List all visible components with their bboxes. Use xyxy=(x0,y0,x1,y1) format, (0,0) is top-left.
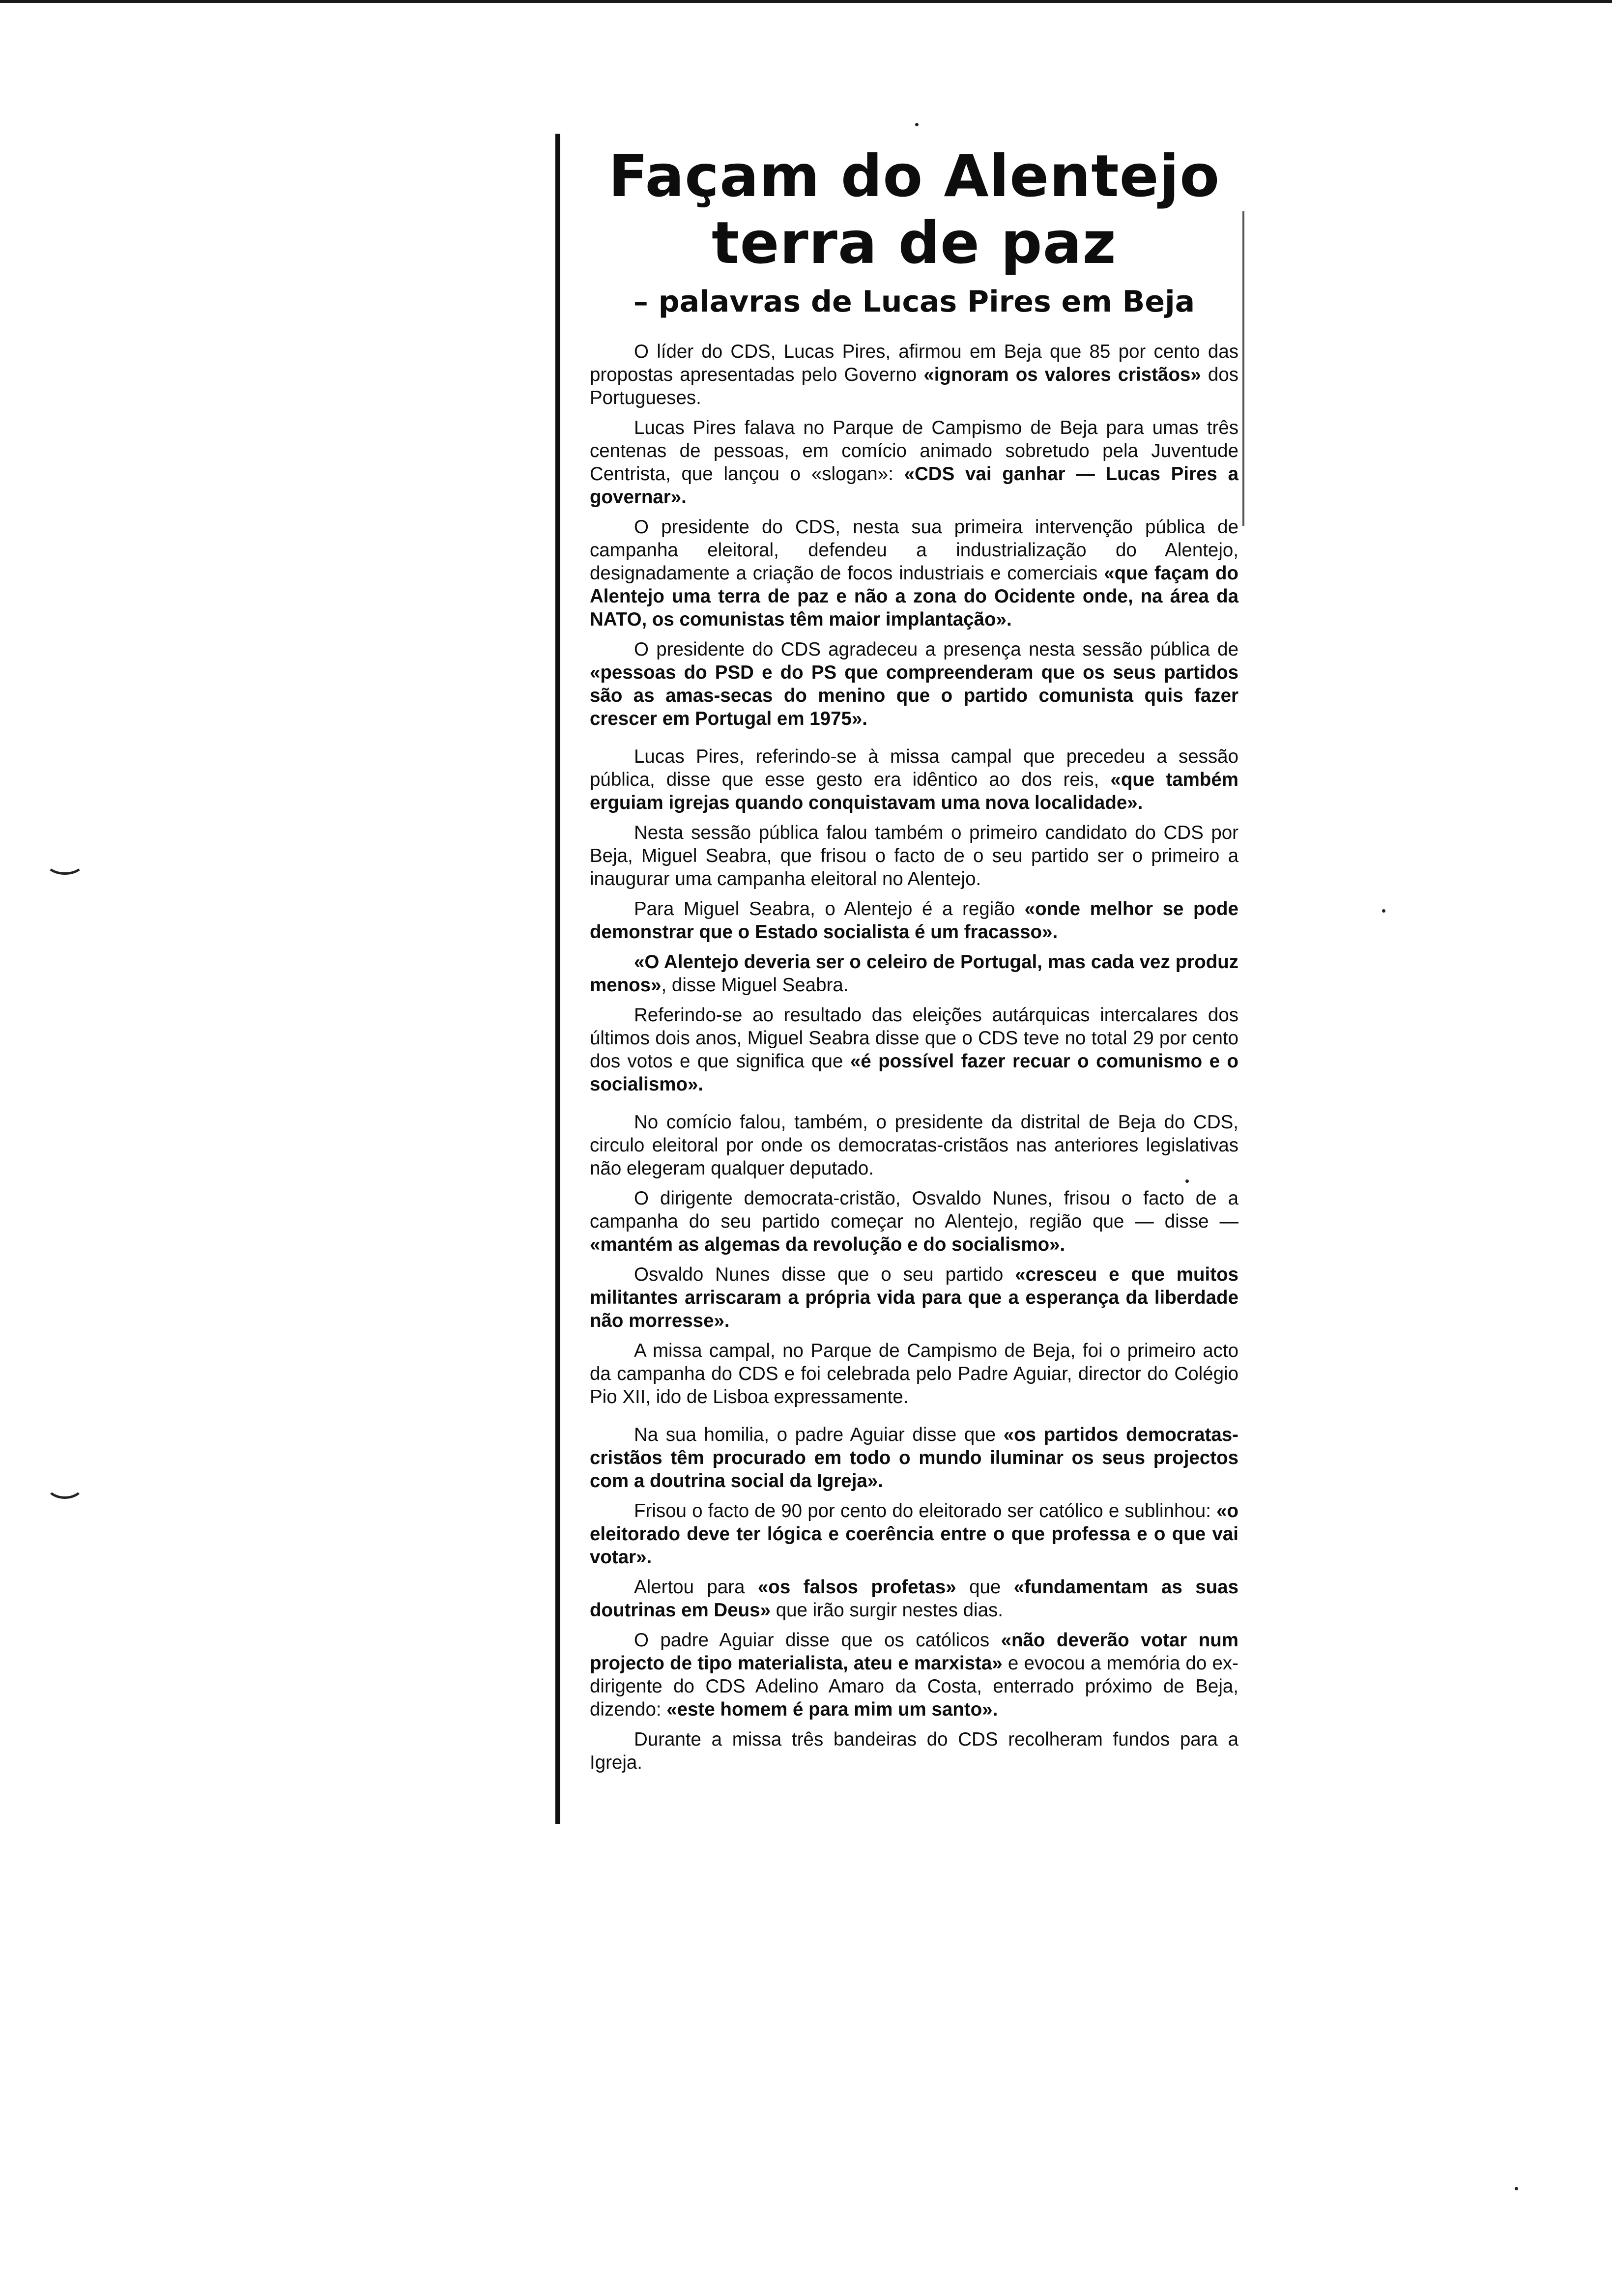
scan-speck xyxy=(915,123,919,126)
article-paragraph xyxy=(590,416,1238,509)
quoted-text: «mantém as algemas da revolução e do socialismo». xyxy=(590,1234,1065,1255)
article-paragraph xyxy=(590,1629,1238,1721)
scan-speck xyxy=(1185,1179,1189,1183)
margin-mark-upper xyxy=(45,850,85,875)
quoted-text: «o eleitorado deve ter lógica e coerência entre o que professa e o que vai votar». xyxy=(590,1500,1238,1568)
quoted-text: «este homem é para mim um santo». xyxy=(666,1699,998,1720)
quoted-text: «CDS vai ganhar — Lucas Pires a governar». xyxy=(590,463,1238,508)
article-paragraph xyxy=(590,897,1238,944)
paragraph-text: O dirigente democrata-cristão, Osvaldo Nunes, frisou o facto de a campanha do seu partido começar no Alentejo, região que — disse — xyxy=(590,1188,1238,1232)
article-paragraph xyxy=(590,950,1238,997)
paragraph-text: Nesta sessão pública falou também o primeiro candidato do CDS por Beja, Miguel Seabra, que frisou o facto de o seu partido ser o primeiro a inaugurar uma campanha eleitoral no Alentejo. xyxy=(590,822,1238,890)
paragraph-text: Alertou para xyxy=(634,1577,758,1598)
quoted-text: «fundamentam as suas doutrinas em Deus» xyxy=(590,1577,1238,1621)
article-paragraph xyxy=(590,340,1238,409)
quoted-text: «pessoas do PSD e do PS que compreenderam que os seus partidos são as amas-secas do menino que o partido comunista quis fazer crescer em Portugal em 1975». xyxy=(590,662,1238,729)
paragraph-text: , disse Miguel Seabra. xyxy=(661,975,849,996)
quoted-text: «onde melhor se pode demonstrar que o Estado socialista é um fracasso». xyxy=(590,898,1238,943)
paragraph-text: Durante a missa três bandeiras do CDS recolheram fundos para a Igreja. xyxy=(590,1729,1238,1773)
paragraph-text: O líder do CDS, Lucas Pires, afirmou em Beja que 85 por cento das propostas apresentadas pelo Governo xyxy=(590,341,1238,385)
article-body xyxy=(590,340,1238,1774)
quoted-text: «ignoram os valores cristãos» xyxy=(923,364,1201,385)
headline-line-1: Façam do Alentejo xyxy=(608,142,1220,210)
article-paragraph xyxy=(590,1576,1238,1622)
article-paragraph xyxy=(590,745,1238,814)
quoted-text: «não deverão votar num projecto de tipo materialista, ateu e marxista» xyxy=(590,1630,1238,1674)
quoted-text: «O Alentejo deveria ser o celeiro de Portugal, mas cada vez produz menos» xyxy=(590,951,1238,996)
paragraph-text: que xyxy=(956,1577,1014,1598)
paragraph-text: Osvaldo Nunes disse que o seu partido xyxy=(634,1264,1015,1285)
paragraph-text: O presidente do CDS agradeceu a presença nesta sessão pública de xyxy=(634,639,1238,660)
paragraph-text: e evocou a memória do ex-dirigente do CDS Adelino Amaro da Costa, enterrado próximo de Beja, dizendo: xyxy=(590,1653,1238,1720)
quoted-text: «cresceu e que muitos militantes arriscaram a própria vida para que a esperança da liberdade não morresse». xyxy=(590,1264,1238,1331)
scan-speck xyxy=(1382,909,1385,913)
newspaper-clipping xyxy=(590,143,1238,1781)
paragraph-text: Referindo-se ao resultado das eleições autárquicas intercalares dos últimos dois anos, Miguel Seabra disse que o CDS teve no total 29 por cento dos votos e que significa que xyxy=(590,1004,1238,1072)
headline-line-2: terra de paz xyxy=(712,209,1117,277)
article-paragraph xyxy=(590,1004,1238,1096)
article-paragraph xyxy=(590,1111,1238,1180)
paragraph-text: O presidente do CDS, nesta sua primeira intervenção pública de campanha eleitoral, defendeu a industrialização do Alentejo, designadamente a criação de focos industriais e comerciais xyxy=(590,517,1238,584)
article-paragraph xyxy=(590,1187,1238,1256)
margin-mark-lower xyxy=(45,1469,85,1499)
subheadline: – palavras de Lucas Pires em Beja xyxy=(633,285,1195,319)
paragraph-text: Frisou o facto de 90 por cento do eleitorado ser católico e sublinhou: xyxy=(634,1500,1217,1521)
quoted-text: «que também erguiam igrejas quando conquistavam uma nova localidade». xyxy=(590,769,1239,813)
article-paragraph xyxy=(590,516,1238,631)
article-paragraph xyxy=(590,1339,1238,1408)
paragraph-text: Lucas Pires, referindo-se à missa campal que precedeu a sessão pública, disse que esse gesto era idêntico ao dos reis, xyxy=(590,746,1238,790)
column-rule-right xyxy=(1242,211,1244,526)
paragraph-text: A missa campal, no Parque de Campismo de Beja, foi o primeiro acto da campanha do CDS e foi celebrada pelo Padre Aguiar, director do Colégio Pio XII, ido de Lisboa expressamente. xyxy=(590,1340,1238,1407)
paragraph-text: que irão surgir nestes dias. xyxy=(771,1600,1003,1621)
article-paragraph xyxy=(590,1423,1238,1492)
quoted-text: «que façam do Alentejo uma terra de paz e não a zona do Ocidente onde, na área da NATO, os comunistas têm maior implantação». xyxy=(590,563,1238,630)
column-rule-left xyxy=(555,134,560,1824)
quoted-text: «é possível fazer recuar o comunismo e o socialismo». xyxy=(590,1051,1239,1095)
quoted-text: «os falsos profetas» xyxy=(757,1577,956,1598)
article-paragraph xyxy=(590,1263,1238,1332)
paragraph-text: Para Miguel Seabra, o Alentejo é a região xyxy=(634,898,1025,919)
quoted-text: «os partidos democratas-cristãos têm procurado em todo o mundo iluminar os seus projectos com a doutrina social da Igreja». xyxy=(590,1424,1238,1492)
paragraph-text: Na sua homilia, o padre Aguiar disse que xyxy=(634,1424,1004,1445)
paragraph-text: O padre Aguiar disse que os católicos xyxy=(634,1630,1001,1651)
scan-top-edge xyxy=(0,0,1612,3)
article-paragraph xyxy=(590,1728,1238,1774)
paragraph-text: dos Portugueses. xyxy=(590,364,1238,408)
headline xyxy=(590,143,1238,276)
paragraph-text: No comício falou, também, o presidente da distrital de Beja do CDS, circulo eleitoral por onde os democratas-cristãos nas anteriores legislativas não elegeram qualquer deputado. xyxy=(590,1112,1238,1179)
article-paragraph xyxy=(590,821,1238,890)
paragraph-text: Lucas Pires falava no Parque de Campismo de Beja para umas três centenas de pessoas, em comício animado sobretudo pela Juventude Centrista, que lançou o «slogan»: xyxy=(590,417,1238,485)
article-paragraph xyxy=(590,1499,1238,1569)
scan-speck xyxy=(1515,2187,1518,2190)
article-paragraph xyxy=(590,638,1238,730)
